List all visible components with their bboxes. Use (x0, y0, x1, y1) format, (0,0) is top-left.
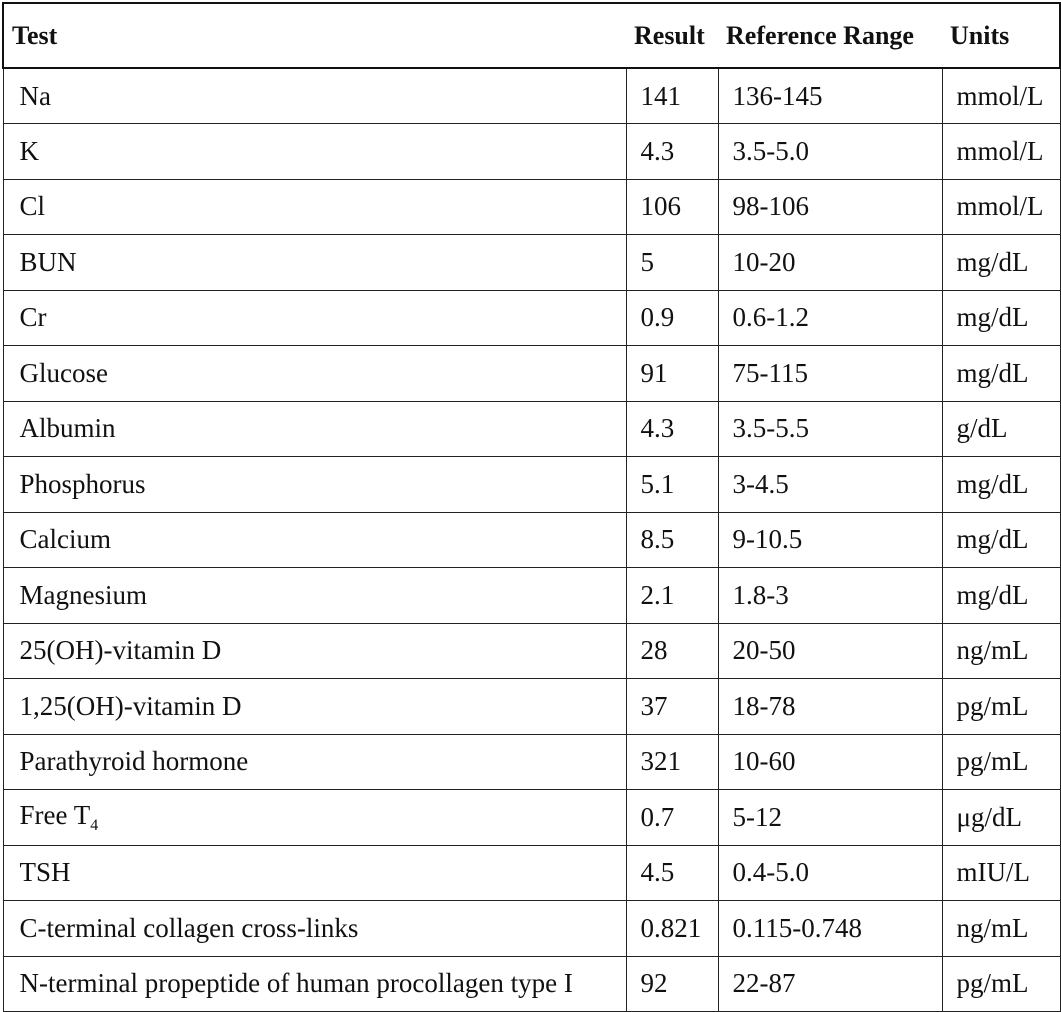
cell-reference-range: 10-60 (718, 734, 942, 790)
cell-test (3, 179, 626, 235)
cell-result: 0.821 (626, 901, 718, 957)
cell-units: pg/mL (942, 679, 1060, 735)
cell-test (3, 290, 626, 346)
cell-test (3, 346, 626, 402)
table-row (3, 568, 1060, 624)
table-row (3, 235, 1060, 291)
cell-reference-range: 3.5-5.0 (718, 124, 942, 180)
cell-result: 2.1 (626, 568, 718, 624)
cell-units: mg/dL (942, 346, 1060, 402)
cell-reference-range: 136-145 (718, 68, 942, 124)
cell-reference-range: 0.6-1.2 (718, 290, 942, 346)
cell-test (3, 568, 626, 624)
cell-units: mmol/L (942, 179, 1060, 235)
table-row (3, 623, 1060, 679)
cell-units: ng/mL (942, 901, 1060, 957)
cell-test (3, 124, 626, 180)
cell-units: mg/dL (942, 290, 1060, 346)
cell-reference-range: 1.8-3 (718, 568, 942, 624)
cell-units: pg/mL (942, 734, 1060, 790)
cell-test (3, 901, 626, 957)
test-name: Cr (19, 302, 47, 333)
cell-result: 4.5 (626, 845, 718, 901)
test-name-subscript: 4 (90, 816, 99, 834)
header-row (3, 3, 1060, 68)
cell-test (3, 235, 626, 291)
cell-test (3, 68, 626, 124)
table-row (3, 346, 1060, 402)
cell-test (3, 734, 626, 790)
cell-result: 4.3 (626, 124, 718, 180)
cell-result: 141 (626, 68, 718, 124)
cell-reference-range: 3.5-5.5 (718, 401, 942, 457)
cell-reference-range: 0.4-5.0 (718, 845, 942, 901)
cell-reference-range: 9-10.5 (718, 512, 942, 568)
table-header (3, 3, 1060, 68)
cell-units: mg/dL (942, 568, 1060, 624)
test-name: Free T (19, 799, 91, 830)
test-name: Magnesium (19, 579, 147, 610)
test-name: Na (19, 80, 51, 111)
test-name: C-terminal collagen cross-links (19, 912, 359, 943)
header-units: Units (942, 3, 1060, 68)
table-row (3, 901, 1060, 957)
cell-units: μg/dL (942, 790, 1060, 846)
test-name: 25(OH)-vitamin D (19, 635, 222, 666)
cell-test (3, 790, 626, 846)
cell-result: 5 (626, 235, 718, 291)
cell-units: mmol/L (942, 124, 1060, 180)
table-row (3, 457, 1060, 513)
test-name: TSH (19, 857, 71, 888)
cell-units: mg/dL (942, 457, 1060, 513)
cell-reference-range: 22-87 (718, 956, 942, 1012)
test-name: K (19, 135, 39, 166)
cell-units: mg/dL (942, 512, 1060, 568)
table-row (3, 179, 1060, 235)
cell-reference-range: 3-4.5 (718, 457, 942, 513)
cell-units: pg/mL (942, 956, 1060, 1012)
cell-reference-range: 75-115 (718, 346, 942, 402)
cell-units: mg/dL (942, 235, 1060, 291)
cell-reference-range: 0.115-0.748 (718, 901, 942, 957)
cell-result: 37 (626, 679, 718, 735)
cell-test (3, 845, 626, 901)
cell-result: 4.3 (626, 401, 718, 457)
test-name: Albumin (19, 413, 116, 444)
cell-test (3, 457, 626, 513)
cell-reference-range: 20-50 (718, 623, 942, 679)
cell-reference-range: 5-12 (718, 790, 942, 846)
table-body (3, 68, 1060, 1012)
cell-result: 5.1 (626, 457, 718, 513)
table-row (3, 512, 1060, 568)
test-name: Glucose (19, 357, 108, 388)
lab-results-table (2, 2, 1061, 1012)
cell-reference-range: 18-78 (718, 679, 942, 735)
cell-test (3, 623, 626, 679)
test-name: N-terminal propeptide of human procollagen type I (19, 968, 573, 999)
test-name: Parathyroid hormone (19, 746, 249, 777)
table-row (3, 124, 1060, 180)
cell-result: 106 (626, 179, 718, 235)
cell-units: g/dL (942, 401, 1060, 457)
test-name: Cl (19, 191, 46, 222)
table-row (3, 734, 1060, 790)
cell-test (3, 679, 626, 735)
table-row (3, 290, 1060, 346)
table-row (3, 790, 1060, 846)
table-row (3, 68, 1060, 124)
cell-test (3, 401, 626, 457)
test-name: Calcium (19, 524, 111, 555)
cell-test (3, 512, 626, 568)
test-name: BUN (19, 246, 77, 277)
cell-units: mIU/L (942, 845, 1060, 901)
cell-result: 8.5 (626, 512, 718, 568)
table-row (3, 679, 1060, 735)
cell-result: 92 (626, 956, 718, 1012)
cell-result: 0.9 (626, 290, 718, 346)
cell-units: ng/mL (942, 623, 1060, 679)
cell-test (3, 956, 626, 1012)
table-row (3, 845, 1060, 901)
cell-reference-range: 98-106 (718, 179, 942, 235)
cell-result: 321 (626, 734, 718, 790)
cell-units: mmol/L (942, 68, 1060, 124)
table-row (3, 401, 1060, 457)
cell-reference-range: 10-20 (718, 235, 942, 291)
cell-result: 0.7 (626, 790, 718, 846)
test-name: 1,25(OH)-vitamin D (19, 690, 242, 721)
header-test: Test (3, 3, 626, 68)
table-row (3, 956, 1060, 1012)
header-reference-range: Reference Range (718, 3, 942, 68)
test-name: Phosphorus (19, 468, 146, 499)
cell-result: 28 (626, 623, 718, 679)
cell-result: 91 (626, 346, 718, 402)
header-result: Result (626, 3, 718, 68)
